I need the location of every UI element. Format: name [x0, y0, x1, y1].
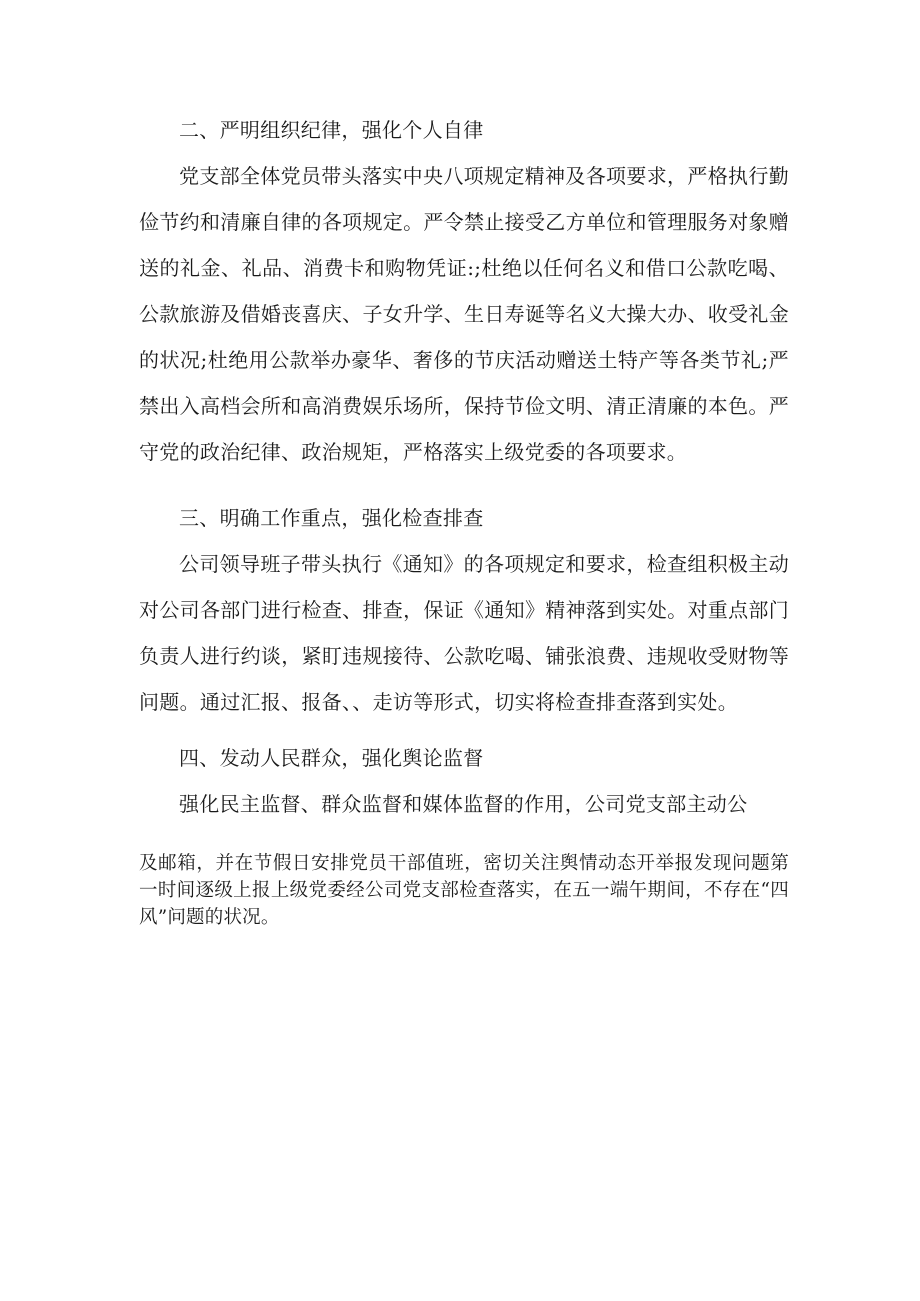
closing-paragraph: 及邮箱，并在节假日安排党员干部值班，密切关注舆情动态开举报发现问题第一时间逐级上报上级党委经公司党支部检查落实，在五一端午期间，不存在“四风”问题的状况。 — [139, 853, 789, 928]
section-heading-supervision: 四、发动人民群众，强化舆论监督 — [179, 746, 484, 770]
section-paragraph-inspection: 公司领导班子带头执行《通知》的各项规定和要求，检查组积极主动对公司各部门进行检查、排查，保证《通知》精神落到实处。对重点部门负责人进行约谈，紧盯违规接待、公款吃喝、铺张浪费、违规收受财物等问题。通过汇报、报备、、走访等形式，切实将检查排查落到实处。 — [139, 552, 789, 714]
section-paragraph-supervision: 强化民主监督、群众监督和媒体监督的作用，公司党支部主动公 — [179, 792, 748, 816]
section-heading-inspection: 三、明确工作重点，强化检查排查 — [179, 506, 484, 530]
section-paragraph-discipline: 党支部全体党员带头落实中央八项规定精神及各项要求，严格执行勤俭节约和清廉自律的各项规定。严令禁止接受乙方单位和管理服务对象赠送的礼金、礼品、消费卡和购物凭证:;杜绝以任何名义和借口公款吃喝、公款旅游及借婚丧喜庆、子女升学、生日寿诞等名义大操大办、收受礼金的状况;杜绝用公款举办豪华、奢侈的节庆活动赠送土特产等各类节礼;严禁出入高档会所和高消费娱乐场所，保持节俭文明、清正清廉的本色。严守党的政治纪律、政治规矩，严格落实上级党委的各项要求。 — [139, 164, 789, 464]
section-heading-discipline: 二、严明组织纪律，强化个人自律 — [179, 118, 484, 142]
